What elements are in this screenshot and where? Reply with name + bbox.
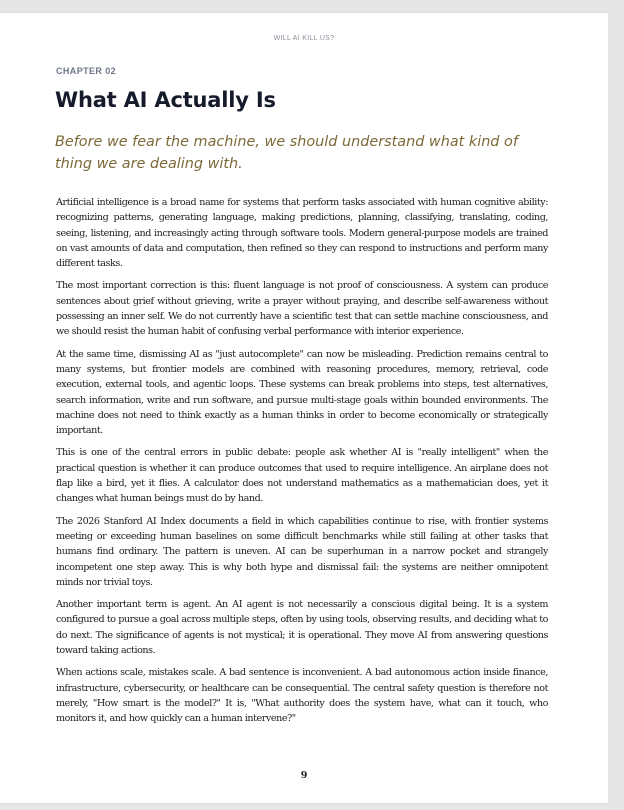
body-paragraph: Another important term is agent. An AI agent is not necessarily a conscious digital being. It is a system configured to pursue a goal across multiple steps, often by using tools, observing results, and deciding what to do next. The significance of agents is not mystical; it is operational. They move AI from answering questions toward taking actions. <box>56 599 548 657</box>
chapter-body <box>56 195 548 734</box>
page-number: 9 <box>300 770 308 781</box>
body-paragraph: Artificial intelligence is a broad name for systems that perform tasks associated with human cognitive ability: recognizing patterns, generating language, making predictions, planning, classifying, translating, coding, seeing, listening, and increasingly acting through software tools. Modern general-purpose models are trained on vast amounts of data and computation, then refined so they can respond to instructions and perform many different tasks. <box>56 197 548 270</box>
body-paragraph: This is one of the central errors in public debate: people ask whether AI is "really intelligent" when the practical question is whether it can produce outcomes that used to require intelligence. An airplane does not flap like a bird, yet it flies. A calculator does not understand mathematics as a mathematician does, yet it changes what human beings must do by hand. <box>56 447 548 505</box>
body-paragraph: When actions scale, mistakes scale. A bad sentence is inconvenient. A bad autonomous action inside finance, infrastructure, cybersecurity, or healthcare can be consequential. The central safety question is therefore not merely, "How smart is the model?" It is, "What authority does the system have, what can it touch, who monitors it, and how quickly can a human intervene?" <box>56 667 548 725</box>
document-page <box>0 13 608 803</box>
running-header: WILL AI KILL US? <box>273 35 335 42</box>
body-paragraph: The most important correction is this: fluent language is not proof of consciousness. A system can produce sentences about grief without grieving, write a prayer without praying, and describe self-awareness without possessing an inner self. We do not currently have a scientific test that can settle machine consciousness, and we should resist the human habit of confusing verbal performance with interior experience. <box>56 280 548 338</box>
body-paragraph: The 2026 Stanford AI Index documents a field in which capabilities continue to rise, with frontier systems meeting or exceeding human baselines on some difficult benchmarks while still failing at other tasks that humans find ordinary. The pattern is uneven. AI can be superhuman in a narrow pocket and strangely incompetent one step away. This is why both hype and dismissal fail: the systems are neither omnipotent minds nor trivial toys. <box>56 515 548 588</box>
chapter-lede: Before we fear the machine, we should understand what kind of thing we are dealing with. <box>55 134 518 172</box>
scrollbar-track[interactable] <box>608 0 624 810</box>
body-paragraph: At the same time, dismissing AI as "just autocomplete" can now be misleading. Prediction remains central to many systems, but frontier models are combined with reasoning procedures, memory, retrieval, code execution, external tools, and agentic loops. These systems can break problems into steps, test alternatives, search information, write and run software, and pursue multi-stage goals within bounded environments. The machine does not need to think exactly as a human thinks in order to become economically or strategically important. <box>56 348 548 437</box>
chapter-label: CHAPTER 02 <box>56 66 117 76</box>
chapter-title: What AI Actually Is <box>55 88 276 112</box>
